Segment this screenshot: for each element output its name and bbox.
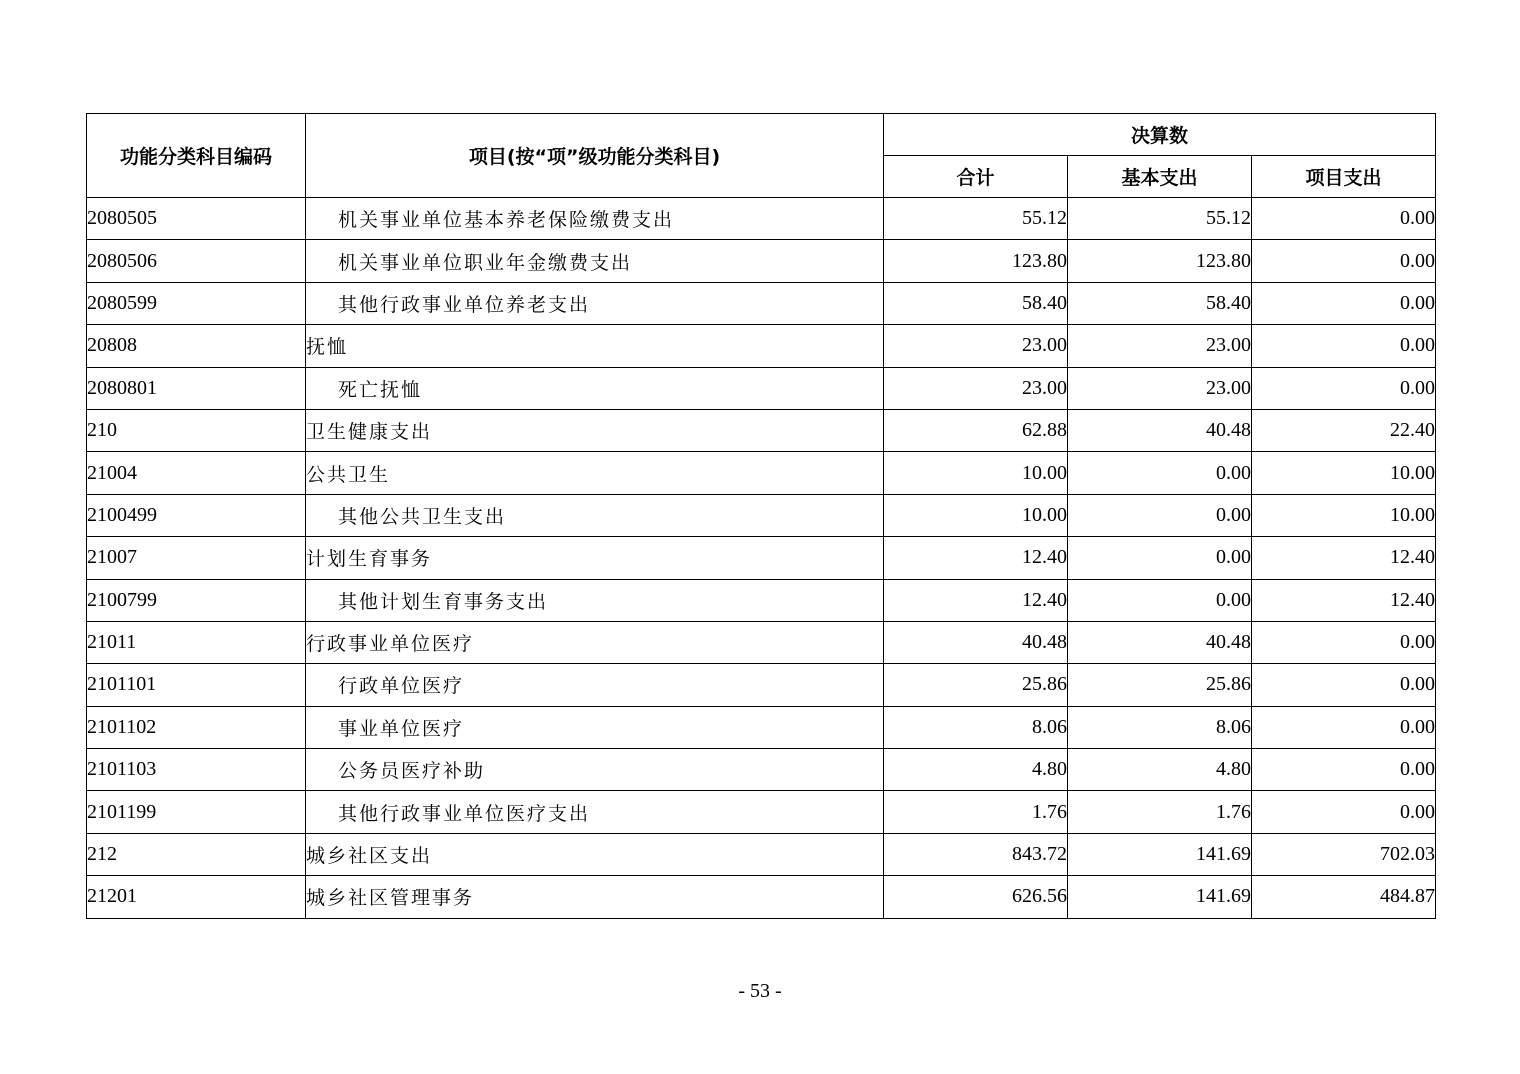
cell-total: 40.48 — [884, 621, 1068, 663]
table-row — [87, 198, 1436, 240]
cell-basic: 8.06 — [1068, 706, 1252, 748]
cell-item-name: 计划生育事务 — [306, 537, 884, 579]
cell-code: 212 — [87, 833, 306, 875]
cell-project: 0.00 — [1252, 664, 1436, 706]
cell-total: 58.40 — [884, 282, 1068, 324]
cell-project: 0.00 — [1252, 240, 1436, 282]
header-final: 决算数 — [884, 114, 1436, 156]
table-row — [87, 409, 1436, 451]
cell-basic: 55.12 — [1068, 198, 1252, 240]
table-row — [87, 537, 1436, 579]
cell-basic: 0.00 — [1068, 579, 1252, 621]
cell-code: 2101199 — [87, 791, 306, 833]
cell-basic: 0.00 — [1068, 452, 1252, 494]
cell-total: 1.76 — [884, 791, 1068, 833]
cell-code: 2080599 — [87, 282, 306, 324]
cell-project: 702.03 — [1252, 833, 1436, 875]
cell-item-name: 城乡社区管理事务 — [306, 876, 884, 918]
table-row — [87, 621, 1436, 663]
cell-project: 0.00 — [1252, 706, 1436, 748]
table-header — [87, 114, 1436, 198]
cell-code: 21007 — [87, 537, 306, 579]
table-row — [87, 664, 1436, 706]
cell-code: 2080506 — [87, 240, 306, 282]
cell-total: 62.88 — [884, 409, 1068, 451]
table-body — [87, 198, 1436, 919]
cell-item-name: 事业单位医疗 — [306, 706, 884, 748]
cell-item-name: 其他行政事业单位养老支出 — [306, 282, 884, 324]
table-row — [87, 325, 1436, 367]
cell-project: 0.00 — [1252, 198, 1436, 240]
header-project: 项目支出 — [1252, 156, 1436, 198]
cell-code: 2080801 — [87, 367, 306, 409]
table-row — [87, 452, 1436, 494]
cell-basic: 23.00 — [1068, 367, 1252, 409]
cell-project: 0.00 — [1252, 282, 1436, 324]
cell-item-name: 其他计划生育事务支出 — [306, 579, 884, 621]
cell-item-name: 公共卫生 — [306, 452, 884, 494]
cell-basic: 141.69 — [1068, 876, 1252, 918]
header-basic: 基本支出 — [1068, 156, 1252, 198]
table-row — [87, 791, 1436, 833]
cell-code: 20808 — [87, 325, 306, 367]
cell-basic: 58.40 — [1068, 282, 1252, 324]
page-number: - 53 - — [738, 980, 782, 1002]
cell-code: 2101102 — [87, 706, 306, 748]
cell-total: 10.00 — [884, 452, 1068, 494]
cell-item-name: 行政单位医疗 — [306, 664, 884, 706]
table-row — [87, 706, 1436, 748]
table-row — [87, 282, 1436, 324]
cell-item-name: 死亡抚恤 — [306, 367, 884, 409]
header-total: 合计 — [884, 156, 1068, 198]
cell-total: 123.80 — [884, 240, 1068, 282]
cell-basic: 1.76 — [1068, 791, 1252, 833]
cell-basic: 40.48 — [1068, 621, 1252, 663]
cell-code: 2101103 — [87, 749, 306, 791]
cell-project: 484.87 — [1252, 876, 1436, 918]
cell-project: 0.00 — [1252, 621, 1436, 663]
cell-item-name: 机关事业单位职业年金缴费支出 — [306, 240, 884, 282]
cell-code: 2100499 — [87, 494, 306, 536]
cell-item-name: 公务员医疗补助 — [306, 749, 884, 791]
cell-code: 21201 — [87, 876, 306, 918]
cell-basic: 0.00 — [1068, 494, 1252, 536]
table-row — [87, 240, 1436, 282]
table-row — [87, 367, 1436, 409]
cell-total: 12.40 — [884, 579, 1068, 621]
cell-total: 12.40 — [884, 537, 1068, 579]
cell-total: 55.12 — [884, 198, 1068, 240]
cell-code: 2100799 — [87, 579, 306, 621]
cell-item-name: 其他行政事业单位医疗支出 — [306, 791, 884, 833]
cell-item-name: 其他公共卫生支出 — [306, 494, 884, 536]
cell-total: 23.00 — [884, 325, 1068, 367]
cell-basic: 25.86 — [1068, 664, 1252, 706]
cell-project: 12.40 — [1252, 579, 1436, 621]
cell-project: 0.00 — [1252, 749, 1436, 791]
cell-project: 0.00 — [1252, 367, 1436, 409]
header-item: 项目(按“项”级功能分类科目) — [306, 114, 884, 198]
cell-code: 2080505 — [87, 198, 306, 240]
cell-total: 626.56 — [884, 876, 1068, 918]
cell-code: 21004 — [87, 452, 306, 494]
cell-basic: 4.80 — [1068, 749, 1252, 791]
cell-total: 4.80 — [884, 749, 1068, 791]
cell-item-name: 卫生健康支出 — [306, 409, 884, 451]
header-code: 功能分类科目编码 — [87, 114, 306, 198]
cell-item-name: 城乡社区支出 — [306, 833, 884, 875]
cell-item-name: 抚恤 — [306, 325, 884, 367]
cell-item-name: 行政事业单位医疗 — [306, 621, 884, 663]
cell-code: 210 — [87, 409, 306, 451]
cell-total: 10.00 — [884, 494, 1068, 536]
cell-basic: 23.00 — [1068, 325, 1252, 367]
cell-basic: 0.00 — [1068, 537, 1252, 579]
budget-table — [86, 113, 1436, 919]
cell-total: 8.06 — [884, 706, 1068, 748]
cell-basic: 141.69 — [1068, 833, 1252, 875]
cell-basic: 40.48 — [1068, 409, 1252, 451]
cell-project: 22.40 — [1252, 409, 1436, 451]
cell-project: 0.00 — [1252, 791, 1436, 833]
table-row — [87, 749, 1436, 791]
cell-project: 10.00 — [1252, 494, 1436, 536]
table-row — [87, 494, 1436, 536]
table-row — [87, 876, 1436, 918]
cell-project: 0.00 — [1252, 325, 1436, 367]
table-row — [87, 833, 1436, 875]
cell-code: 2101101 — [87, 664, 306, 706]
cell-total: 843.72 — [884, 833, 1068, 875]
cell-item-name: 机关事业单位基本养老保险缴费支出 — [306, 198, 884, 240]
cell-code: 21011 — [87, 621, 306, 663]
cell-project: 10.00 — [1252, 452, 1436, 494]
cell-basic: 123.80 — [1068, 240, 1252, 282]
cell-total: 23.00 — [884, 367, 1068, 409]
table-row — [87, 579, 1436, 621]
cell-total: 25.86 — [884, 664, 1068, 706]
cell-project: 12.40 — [1252, 537, 1436, 579]
